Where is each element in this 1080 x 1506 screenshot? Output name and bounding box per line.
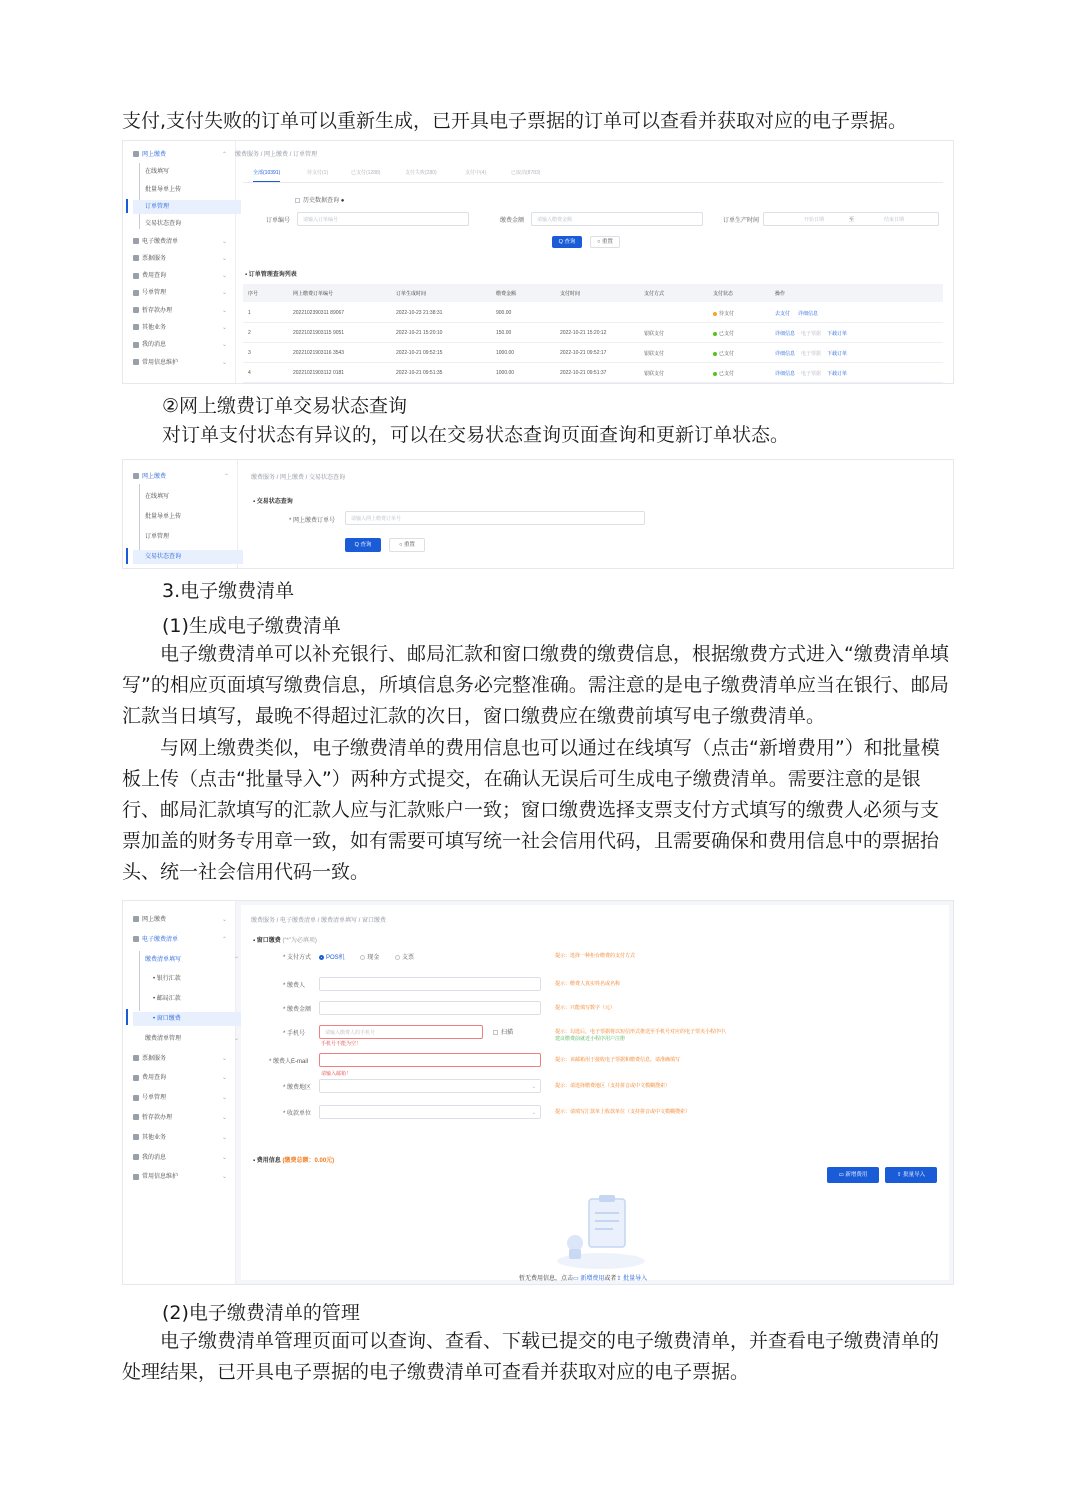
- menu-icon: [133, 916, 139, 922]
- menu-icon: [133, 1055, 139, 1061]
- field-label: * 收款单位: [283, 1111, 312, 1117]
- sidebar-item[interactable]: [133, 992, 249, 1006]
- tab-divider: [243, 182, 943, 183]
- detail-link[interactable]: 详细信息: [775, 371, 796, 377]
- chevron-down-icon: ⌄: [233, 1035, 239, 1042]
- sidebar-item[interactable]: [133, 1052, 229, 1066]
- table-cell: 2022-10-21 15:20:12: [560, 330, 607, 336]
- field-input[interactable]: [319, 977, 541, 991]
- sidebar-item[interactable]: [133, 1012, 249, 1026]
- sidebar-item[interactable]: [133, 530, 243, 544]
- detail-link[interactable]: 详细信息: [775, 351, 796, 357]
- sidebar-item-label: 电子缴费清单: [142, 238, 179, 245]
- sidebar-item[interactable]: [133, 252, 229, 266]
- status-dot-icon: [713, 332, 717, 336]
- sidebar-item-label: • 邮局汇款: [153, 996, 181, 1003]
- row-actions: [775, 350, 847, 357]
- chevron-down-icon: ⌄: [531, 1110, 536, 1116]
- sidebar-item-label: • 窗口缴费: [153, 1016, 181, 1022]
- sidebar-item-label: 我的消息: [142, 342, 167, 349]
- sidebar-item-label: 常用信息维护: [142, 359, 179, 366]
- sidebar-item[interactable]: [133, 953, 241, 967]
- chevron-down-icon: ⌄: [221, 1055, 227, 1062]
- chevron-down-icon: ⌄: [221, 1154, 227, 1161]
- column-header: 支付方式: [644, 291, 665, 297]
- sidebar-item[interactable]: [133, 490, 243, 504]
- row-actions: [775, 310, 818, 317]
- sidebar-item[interactable]: [133, 972, 249, 986]
- field-tip: 提示：请填写汇款单上收款单位（支持拼音或中文模糊搜索）: [555, 1109, 691, 1115]
- menu-icon: [133, 1174, 139, 1180]
- screenshot-window-payment: [122, 900, 954, 1285]
- menu-icon: [133, 1075, 139, 1081]
- sidebar-item-label: 号单管理: [142, 290, 167, 297]
- field-tip: 提示：只能填写数字（元）: [555, 1005, 616, 1011]
- sidebar-item-label: 订单管理: [145, 203, 170, 210]
- pay-method-radios[interactable]: POS机 现金 支票: [319, 952, 414, 961]
- menu-icon: [133, 307, 139, 313]
- download-link[interactable]: 下载订单: [827, 351, 848, 357]
- order-no-label: 订单编号: [266, 218, 291, 224]
- menu-icon: [133, 255, 139, 261]
- sidebar-item-label: 网上缴费: [142, 152, 167, 158]
- sidebar-item-label: 其他业务: [142, 1134, 167, 1141]
- chevron-down-icon: ⌄: [221, 1095, 227, 1102]
- column-header: 支付状态: [713, 291, 734, 297]
- field-label: * 缴费金额: [283, 1007, 312, 1013]
- tab-2[interactable]: 已支付(1288): [351, 170, 381, 176]
- sidebar-item-label: 票据服务: [142, 1055, 167, 1062]
- sidebar-item-label: 号单管理: [142, 1095, 167, 1102]
- chevron-down-icon: ⌄: [221, 325, 227, 331]
- breadcrumb: 缴费服务 / 网上缴费 / 交易状态查询: [251, 475, 346, 481]
- sidebar-item-label: 常用信息维护: [142, 1174, 179, 1181]
- sidebar-item-label: 在线填写: [145, 169, 170, 176]
- order-no-input[interactable]: 请输入订单编号: [297, 212, 469, 226]
- table-cell: 150.00: [496, 330, 512, 336]
- fee-section-title: ▪ 费用信息 (缴费总额：0.00元): [253, 1158, 335, 1164]
- status-badge: [713, 310, 734, 317]
- query-button[interactable]: Q 查询: [552, 236, 582, 248]
- empty-import-link[interactable]: ⇪ 批量导入: [616, 1276, 648, 1282]
- sidebar-item[interactable]: [133, 1170, 229, 1184]
- time-label: 订单生产时间: [723, 218, 760, 224]
- add-fee-button[interactable]: ▭ 新增费用: [827, 1167, 879, 1183]
- table-cell: 2022-10-21 09:52:15: [396, 350, 443, 356]
- pay-link[interactable]: 去支付: [775, 311, 791, 317]
- detail-link[interactable]: 详细信息: [798, 311, 819, 317]
- chevron-down-icon: ⌄: [221, 273, 227, 280]
- sidebar-item[interactable]: [133, 1091, 229, 1105]
- chevron-down-icon: ⌄: [221, 1115, 227, 1121]
- menu-icon: [133, 359, 139, 365]
- sidebar-item[interactable]: [133, 286, 229, 300]
- column-header: 序号: [248, 291, 259, 297]
- field-input[interactable]: 请输入缴费人的手机号: [319, 1025, 483, 1039]
- sidebar-item[interactable]: [133, 550, 243, 564]
- sidebar-item[interactable]: [133, 269, 229, 283]
- chevron-up-icon: ⌃: [223, 474, 229, 480]
- paragraph-5: 电子缴费清单管理页面可以查询、查看、下载已提交的电子缴费清单，并查看电子缴费清单的处理结果，已开具电子票据的电子缴费清单可查看并获取对应的电子票据。: [122, 1330, 940, 1383]
- sidebar-item-label: 缴费清单管理: [145, 1035, 182, 1042]
- sidebar-item[interactable]: [133, 304, 229, 318]
- sidebar-item[interactable]: [133, 933, 229, 947]
- column-header: 操作: [775, 291, 786, 297]
- status-text: 待支付: [719, 311, 735, 317]
- field-input[interactable]: [319, 1001, 541, 1015]
- table-cell: 2022102390311 89067: [293, 310, 345, 316]
- sidebar-item[interactable]: [133, 148, 229, 162]
- status-badge: [713, 350, 734, 357]
- column-header: 支付时间: [560, 291, 581, 297]
- table-cell: 银联支付: [644, 371, 665, 377]
- column-header: 网上缴费订单编号: [293, 291, 334, 297]
- column-header: 缴费金额: [496, 291, 517, 297]
- field-tip: 提示：请选择缴费地区（支持拼音或中文模糊搜索）: [555, 1083, 671, 1089]
- paragraph-2: 对订单支付状态有异议的，可以在交易状态查询页面查询和更新订单状态。: [162, 424, 790, 446]
- menu-icon: [133, 1114, 139, 1120]
- empty-hint: 暂无费用信息，点击▭ 新增费用或者⇪ 批量导入: [519, 1276, 648, 1282]
- chevron-down-icon: ⌄: [221, 307, 227, 314]
- sidebar-item[interactable]: [133, 913, 229, 927]
- order-no-input[interactable]: 请输入网上缴费订单号: [345, 511, 645, 525]
- table-cell: 2022-10-21 09:52:17: [560, 350, 607, 356]
- breadcrumb: 缴费服务 / 网上缴费 / 订单管理: [235, 152, 318, 158]
- chevron-up-icon: ⌃: [233, 956, 239, 963]
- sidebar-item-label: 批量导单上传: [145, 514, 182, 520]
- status-badge: [713, 330, 734, 337]
- table-header: [243, 284, 943, 302]
- table-cell: 20221021903112 0181: [293, 370, 345, 376]
- chevron-up-icon: ⌃: [221, 152, 227, 158]
- status-text: 已支付: [719, 351, 735, 357]
- table-cell: 1000.00: [496, 370, 515, 376]
- invoice-link[interactable]: 电子票据: [801, 371, 822, 377]
- sidebar-item[interactable]: [133, 510, 243, 524]
- table-cell: 银联支付: [644, 331, 665, 337]
- reset-button[interactable]: ○ 重置: [590, 236, 620, 248]
- sidebar-item-label: 暂存款办理: [142, 307, 173, 314]
- column-header: 订单生成时间: [396, 291, 427, 297]
- menu-icon: [133, 1095, 139, 1101]
- screenshot-status-query: [122, 459, 954, 569]
- table-cell: 1000.00: [496, 350, 515, 356]
- sidebar-item-label: 网上缴费: [142, 917, 167, 923]
- pay-method-tip: 提示：选择一种柜台缴费的支付方式: [555, 953, 636, 959]
- date-range-input[interactable]: 开始日期 至 结束日期: [763, 212, 939, 226]
- row-divider: [243, 322, 943, 323]
- menu-icon: [133, 1154, 139, 1160]
- field-tip: 提示：该邮箱用于接收电子票据和缴费信息，请准确填写: [555, 1057, 681, 1063]
- field-tip: 提示：勾选后，电子票据将以短信形式推送至手机号对应的电子票夹小程序中，: [555, 1029, 731, 1035]
- tip-extra: 建议缴费前就近小程序用户注册: [555, 1036, 626, 1042]
- chevron-down-icon: ⌄: [531, 1084, 536, 1090]
- sidebar-item-label: 其他业务: [142, 325, 167, 331]
- table-cell: 2022-10-23 21:38:31: [396, 310, 443, 316]
- chevron-down-icon: ⌄: [221, 1174, 227, 1181]
- paragraph-1: 支付,支付失败的订单可以重新生成，已开具电子票据的订单可以查看并获取对应的电子票据。: [122, 110, 908, 132]
- sidebar-item[interactable]: [133, 165, 241, 179]
- table-cell: 2022-10-21 15:20:10: [396, 330, 443, 336]
- chevron-down-icon: ⌄: [221, 1075, 227, 1082]
- sidebar-item[interactable]: [133, 1151, 229, 1165]
- history-checkbox[interactable]: 历史数据查询 ●: [295, 195, 344, 204]
- row-divider: [243, 342, 943, 343]
- amount-input[interactable]: 请输入缴费金额: [531, 212, 703, 226]
- field-label: * 手机号: [283, 1031, 306, 1037]
- order-no-label: * 网上缴费订单号: [289, 518, 336, 524]
- query-button[interactable]: Q 查询: [345, 538, 381, 552]
- sidebar-item-label: 费用查询: [142, 1075, 167, 1082]
- sidebar-item-label: 交易状态查询: [145, 554, 182, 560]
- breadcrumb: 缴费服务 / 电子缴费清单 / 缴费清单填写 / 窗口缴费: [251, 918, 387, 924]
- sidebar-item-label: • 银行汇款: [153, 976, 181, 983]
- chevron-down-icon: ⌄: [221, 238, 227, 245]
- sidebar-item-label: 订单管理: [145, 534, 170, 540]
- sidebar-item[interactable]: [133, 1111, 229, 1125]
- table-cell: 20221021903116 3543: [293, 350, 345, 356]
- sidebar-item[interactable]: [133, 235, 229, 249]
- cash-radio[interactable]: [360, 955, 365, 960]
- sidebar-item[interactable]: [133, 321, 229, 335]
- menu-icon: [133, 473, 139, 479]
- sidebar-item-label: 票据服务: [142, 255, 167, 262]
- sidebar-item[interactable]: [133, 470, 231, 484]
- heading-status-query: ②网上缴费订单交易状态查询: [162, 395, 408, 417]
- sidebar-item[interactable]: [133, 1071, 229, 1085]
- tab-3[interactable]: 支付失败(280): [405, 170, 437, 176]
- table-cell: 2: [248, 330, 251, 336]
- download-link[interactable]: 下载订单: [827, 371, 848, 377]
- section-title: ▪ 窗口缴费 (“*”为必填项): [253, 938, 317, 944]
- chevron-down-icon: ⌄: [221, 1134, 227, 1141]
- chevron-down-icon: ⌄: [221, 255, 227, 262]
- invoice-link[interactable]: 电子票据: [801, 331, 822, 337]
- chevron-down-icon: ⌄: [221, 290, 227, 297]
- sidebar-item-label: 暂存款办理: [142, 1115, 173, 1121]
- sidebar-item-label: 在线填写: [145, 494, 170, 500]
- empty-illustration-icon: [553, 1191, 653, 1271]
- row-actions: [775, 330, 847, 337]
- status-text: 已支付: [719, 371, 735, 377]
- field-label: * 缴费人: [283, 983, 306, 989]
- table-cell: 20221021903115 9051: [293, 330, 345, 336]
- table-cell: 900.00: [496, 310, 512, 316]
- field-label: * 缴费地区: [283, 1085, 312, 1091]
- heading-generate: (1)生成电子缴费清单: [162, 615, 341, 637]
- field-label: * 缴费人E-mail: [269, 1059, 309, 1065]
- chevron-up-icon: ⌃: [221, 936, 227, 943]
- menu-icon: [133, 324, 139, 330]
- heading-section-3: 3.电子缴费清单: [162, 580, 295, 602]
- table-cell: 1: [248, 310, 251, 316]
- status-dot-icon: [713, 312, 717, 316]
- detail-link[interactable]: 详细信息: [775, 331, 796, 337]
- field-tip: 提示：缴费人真实姓名或名称: [555, 981, 621, 987]
- sidebar-item[interactable]: [133, 217, 241, 231]
- section-title: ▪ 交易状态查询: [253, 499, 293, 505]
- sidebar-item-label: 网上缴费: [142, 474, 167, 480]
- chevron-down-icon: ⌄: [221, 917, 227, 923]
- sidebar-item[interactable]: [133, 356, 229, 370]
- pay-method-label: * 支付方式: [283, 955, 312, 961]
- menu-icon: [133, 273, 139, 279]
- table-cell: 4: [248, 370, 251, 376]
- sidebar-item[interactable]: [133, 338, 229, 352]
- menu-icon: [133, 1134, 139, 1140]
- empty-add-link[interactable]: ▭ 新增费用: [573, 1276, 605, 1282]
- tab-0[interactable]: 全部(10391): [253, 165, 280, 183]
- table-cell: 3: [248, 350, 251, 356]
- sidebar-item[interactable]: [133, 1032, 241, 1046]
- reset-button[interactable]: ○ 重置: [389, 538, 425, 552]
- invoice-link[interactable]: 电子票据: [801, 351, 822, 357]
- amount-label: 缴费金额: [500, 218, 525, 224]
- status-text: 已支付: [719, 331, 735, 337]
- paragraph-4: 与网上缴费类似，电子缴费清单的费用信息也可以通过在线填写（点击“新增费用”）和批量模板上传（点击“批量导入”）两种方式提交，在确认无误后可生成电子缴费清单。需要注意的是银行、邮局汇款填写的汇款人应与汇款账户一致；窗口缴费选择支票支付方式填写的缴费人必须与支票加盖的财务专用章一致，如有需要可填写统一社会信用代码，且需要确保和费用信息中的票据抬头、统一社会信用代码一致。: [122, 737, 940, 883]
- menu-icon: [133, 290, 139, 296]
- sidebar-item-label: 我的消息: [142, 1154, 167, 1161]
- status-dot-icon: [713, 352, 717, 356]
- sidebar-item[interactable]: [133, 1131, 229, 1145]
- sidebar-item-label: 缴费清单填写: [145, 956, 182, 963]
- active-bar: [126, 199, 128, 213]
- tab-4[interactable]: 支付中(4): [465, 170, 487, 176]
- download-link[interactable]: 下载订单: [827, 331, 848, 337]
- row-actions: [775, 370, 847, 377]
- menu-icon: [133, 238, 139, 244]
- field-input[interactable]: [319, 1079, 541, 1093]
- email-error: 请输入邮箱！: [321, 1071, 352, 1077]
- menu-icon: [133, 151, 139, 157]
- bind-checkbox[interactable]: 扫描: [493, 1027, 513, 1036]
- sidebar-item-label: 交易状态查询: [145, 221, 182, 228]
- field-input[interactable]: [319, 1105, 541, 1119]
- row-divider: [243, 382, 943, 383]
- heading-management: (2)电子缴费清单的管理: [162, 1302, 360, 1324]
- sidebar-item-label: 批量导单上传: [145, 186, 182, 193]
- screenshot-order-management: [122, 140, 954, 384]
- chevron-down-icon: ⌄: [221, 359, 227, 366]
- cheque-radio[interactable]: [395, 955, 400, 960]
- active-bar: [126, 548, 128, 564]
- row-divider: [243, 362, 943, 363]
- status-badge: [713, 370, 734, 377]
- table-cell: 2022-10-21 09:51:35: [396, 370, 443, 376]
- pos-radio[interactable]: [319, 955, 324, 960]
- sidebar-item[interactable]: [133, 183, 241, 197]
- paragraph-3: 电子缴费清单可以补充银行、邮局汇款和窗口缴费的缴费信息，根据缴费方式进入“缴费清单填写”的相应页面填写缴费信息，所填信息务必完整准确。需注意的是电子缴费清单应当在银行、邮局汇款当日填写，最晚不得超过汇款的次日，窗口缴费应在缴费前填写电子缴费清单。: [122, 643, 949, 727]
- phone-error: 手机号不能为空！: [321, 1041, 362, 1047]
- tab-5[interactable]: 已取消(8783): [511, 170, 541, 176]
- batch-import-button[interactable]: ⇪ 批量导入: [885, 1167, 937, 1183]
- tab-1[interactable]: 待支付(1): [307, 170, 329, 176]
- sidebar-item-label: 电子缴费清单: [142, 936, 179, 943]
- field-input[interactable]: [319, 1053, 541, 1067]
- chevron-down-icon: ⌄: [221, 342, 227, 349]
- menu-icon: [133, 936, 139, 942]
- list-title: ▪ 订单管理查询列表: [245, 272, 297, 278]
- status-dot-icon: [713, 372, 717, 376]
- sidebar-item[interactable]: [133, 200, 241, 214]
- active-bar: [126, 1009, 128, 1025]
- table-cell: 银联支付: [644, 351, 665, 357]
- table-cell: 2022-10-21 09:51:37: [560, 370, 607, 376]
- sidebar-item-label: 费用查询: [142, 273, 167, 280]
- menu-icon: [133, 342, 139, 348]
